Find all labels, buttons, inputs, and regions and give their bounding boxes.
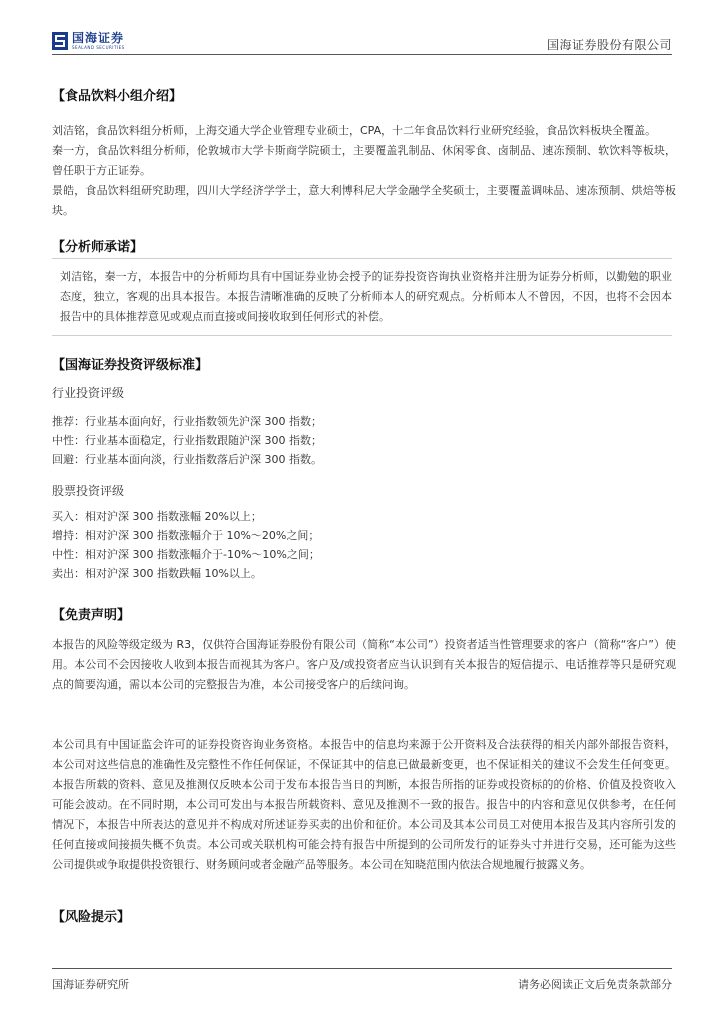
stock-rating-list [52,507,320,583]
logo-english-name: SEALAND SECURITIES [72,45,125,50]
footer-divider [52,968,672,969]
industry-rating-item: 回避：行业基本面向淡，行业指数落后沪深 300 指数。 [52,453,322,466]
stock-rating-item: 卖出：相对沪深 300 指数跌幅 10%以上。 [52,567,262,580]
team-intro-body [52,121,676,221]
risk-warning-title: 【风险提示】 [52,910,131,925]
rating-standard-title: 【国海证券投资评级标准】 [52,358,209,373]
footer-notice: 请务必阅读正文后免责条款部分 [518,978,672,991]
disclaimer-paragraph-2: 本公司具有中国证监会许可的证券投资咨询业务资格。本报告中的信息均来源于公开资料及合法获得的相关内部外部报告资料，本公司对这些信息的准确性及完整性不作任何保证，不保证其中的信息已做最新变更，也不保证相关的建议不会发生任何变更。本报告所载的资料、意见及推测仅反映本公司于发布本报告当日的判断，本报告所指的证券或投资标的的价格、价值及投资收入可能会波动。在不同时期，本公司可发出与本报告所载资料、意见及推测不一致的报告。报告中的内容和意见仅供参考，在任何情况下，本报告中所表达的意见并不构成对所述证券买卖的出价和征价。本公司及其本公司员工对使用本报告及其内容所引发的任何直接或间接损失概不负责。本公司或关联机构可能会持有报告中所提到的公司所发行的证券头寸并进行交易，还可能为这些公司提供或争取提供投资银行、财务顾问或者金融产品等服务。本公司在知晓范围内依法合规地履行披露义务。 [52,738,676,871]
logo-chinese-name: 国海证券 [72,31,125,45]
company-name: 国海证券股份有限公司 [546,38,672,52]
team-member-paragraph: 刘洁铭，食品饮料组分析师，上海交通大学企业管理专业硕士，CPA，十二年食品饮料行业研究经验，食品饮料板块全覆盖。 [52,124,657,137]
company-logo [52,32,125,51]
analyst-commitment-text: 刘洁铭，秦一方，本报告中的分析师均具有中国证券业协会授予的证券投资咨询执业资格并注册为证券分析师，以勤勉的职业态度，独立，客观的出具本报告。本报告清晰准确的反映了分析师本人的研究观点。分析师本人不曾因，不因，也将不会因本报告中的具体推荐意见或观点而直接或间接收取到任何形式的补偿。 [60,270,672,323]
disclaimer-paragraph-1: 本报告的风险等级定级为 R3，仅供符合国海证券股份有限公司（简称“本公司”）投资者适当性管理要求的客户（简称“客户”）使用。本公司不会因接收人收到本报告而视其为客户。客户及/或投资者应当认识到有关本报告的短信提示、电话推荐等只是研究观点的简要沟通，需以本公司的完整报告为准，本公司接受客户的后续问询。 [52,638,676,691]
industry-rating-heading: 行业投资评级 [52,386,125,400]
industry-rating-list [52,412,322,469]
team-intro-title: 【食品饮料小组介绍】 [52,89,183,104]
disclaimer-title: 【免责声明】 [52,608,131,623]
sealand-logo-icon [52,32,68,50]
footer-institute: 国海证券研究所 [52,978,129,991]
stock-rating-item: 增持：相对沪深 300 指数涨幅介于 10%～20%之间； [52,529,320,542]
team-member-paragraph: 景皓，食品饮料组研究助理，四川大学经济学学士，意大利博科尼大学金融学全奖硕士，主要覆盖调味品、速冻预制、烘焙等板块。 [52,184,676,217]
stock-rating-heading: 股票投资评级 [52,484,125,498]
stock-rating-item: 买入：相对沪深 300 指数涨幅 20%以上； [52,510,262,523]
team-member-paragraph: 秦一方，食品饮料组分析师，伦敦城市大学卡斯商学院硕士，主要覆盖乳制品、休闲零食、卤制品、速冻预制、软饮料等板块，曾任职于方正证券。 [52,144,676,177]
analyst-commitment-box [52,258,672,336]
stock-rating-item: 中性：相对沪深 300 指数涨幅介于-10%～10%之间； [52,548,320,561]
industry-rating-item: 中性：行业基本面稳定，行业指数跟随沪深 300 指数； [52,434,322,447]
analyst-commitment-title: 【分析师承诺】 [52,240,144,255]
header-divider [52,54,672,55]
industry-rating-item: 推荐：行业基本面向好，行业指数领先沪深 300 指数； [52,415,322,428]
page-header [52,28,672,62]
